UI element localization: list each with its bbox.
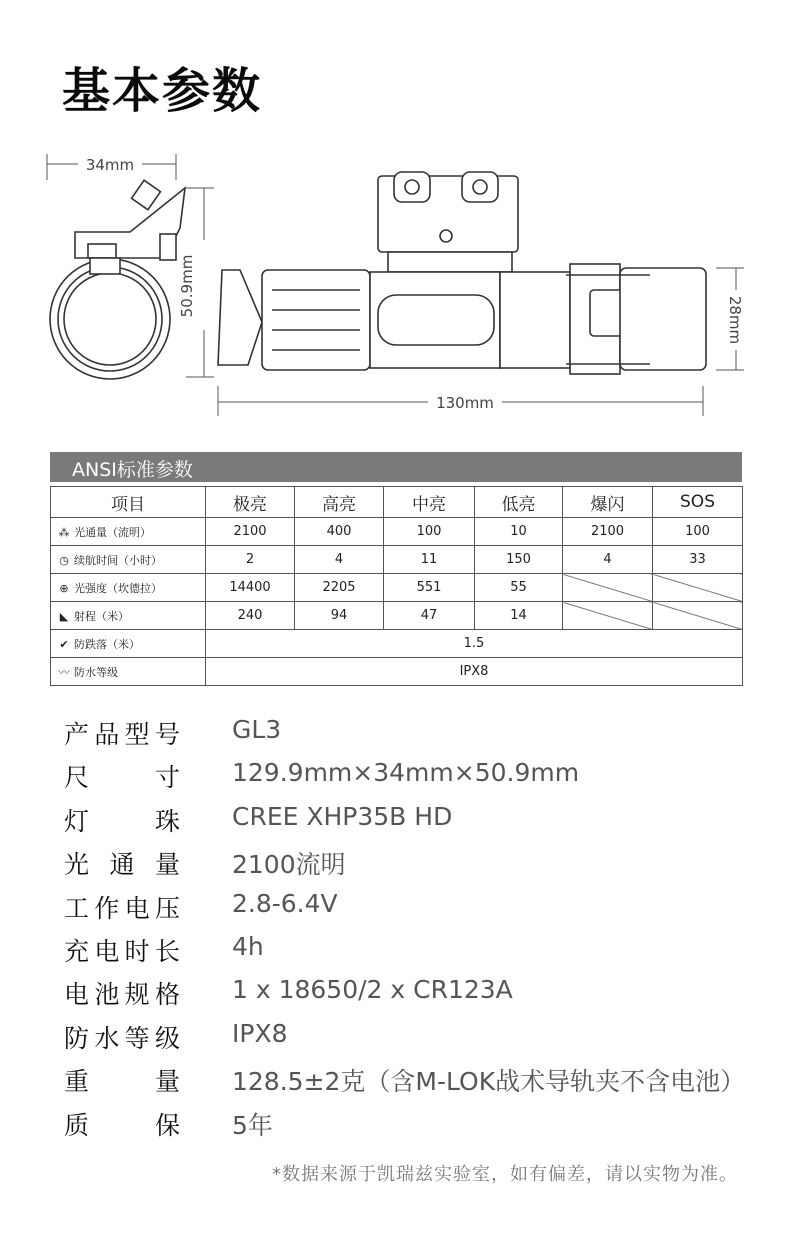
cell: 47 <box>384 602 475 630</box>
param-label: 重 量 <box>64 1067 180 1097</box>
cell: 100 <box>653 518 743 546</box>
cell: 1.5 <box>206 630 743 658</box>
cell: 4 <box>295 546 384 574</box>
param-value: 4h <box>232 931 264 961</box>
cell: 14400 <box>206 574 295 602</box>
param-label: 充 电 时 长 <box>64 936 180 966</box>
col-low: 低亮 <box>475 487 563 518</box>
intensity-icon: ⊕ <box>59 581 69 595</box>
cell: 55 <box>475 574 563 602</box>
row-label: ✔ 防跌落（米） <box>51 630 206 658</box>
length-label: 130mm <box>436 394 494 412</box>
ansi-heading: ANSI标准参数 <box>72 459 193 481</box>
col-turbo: 极亮 <box>206 487 295 518</box>
impact-icon: ✔ <box>59 637 69 651</box>
table-row <box>51 602 743 630</box>
page-title: 基本参数 <box>62 63 263 119</box>
param-value: CREE XHP35B HD <box>232 801 453 831</box>
disclaimer-note: *数据来源于凯瑞兹实验室，如有偏差，请以实物为准。 <box>272 1164 738 1185</box>
param-label: 质 保 <box>64 1110 180 1140</box>
col-sos: SOS <box>653 487 743 518</box>
param-value: 2100流明 <box>232 850 346 880</box>
param-label: 产 品 型 号 <box>64 720 180 749</box>
param-label: 光 通 量 <box>64 850 180 880</box>
cell: 10 <box>475 518 563 546</box>
cell: 100 <box>384 518 475 546</box>
row-label: ⁂ 光通量（流明） <box>51 518 206 546</box>
cell: 2100 <box>563 518 653 546</box>
param-value: 128.5±2克（含M-LOK战术导轨夹不含电池） <box>232 1067 746 1097</box>
cell-not-applicable <box>563 574 653 602</box>
param-label: 尺 寸 <box>64 763 180 793</box>
cell: 240 <box>206 602 295 630</box>
col-mid: 中亮 <box>384 487 475 518</box>
cell: 2100 <box>206 518 295 546</box>
col-strobe: 爆闪 <box>563 487 653 518</box>
table-row <box>51 630 743 658</box>
table-row <box>51 574 743 602</box>
param-value: 2.8-6.4V <box>232 888 338 918</box>
param-label: 防 水 等 级 <box>64 1023 180 1053</box>
ansi-table <box>50 486 743 686</box>
param-value: GL3 <box>232 715 282 744</box>
cell-not-applicable <box>653 574 743 602</box>
param-value: 129.9mm×34mm×50.9mm <box>232 758 580 788</box>
height-label: 50.9mm <box>178 254 196 318</box>
param-label: 工 作 电 压 <box>64 893 180 923</box>
param-value: IPX8 <box>232 1018 288 1048</box>
cell: 94 <box>295 602 384 630</box>
side-view <box>218 172 706 374</box>
row-label: ◣ 射程（米） <box>51 602 206 630</box>
water-icon: 〰 <box>58 665 70 679</box>
param-label: 电 池 规 格 <box>64 980 180 1010</box>
table-row <box>51 658 743 686</box>
col-item: 项目 <box>51 487 206 518</box>
cell: 551 <box>384 574 475 602</box>
flashlight-diagram <box>0 140 790 430</box>
cell: 11 <box>384 546 475 574</box>
cell: 4 <box>563 546 653 574</box>
row-label: ◷ 续航时间（小时） <box>51 546 206 574</box>
lumen-icon: ⁂ <box>58 525 70 539</box>
table-header <box>51 487 743 518</box>
cell: IPX8 <box>206 658 743 686</box>
param-value: 5年 <box>232 1110 273 1140</box>
cell-not-applicable <box>653 602 743 630</box>
row-label: 〰 防水等级 <box>51 658 206 686</box>
ansi-heading-bar <box>50 452 742 482</box>
cell: 2205 <box>295 574 384 602</box>
cell: 150 <box>475 546 563 574</box>
beam-distance-icon: ◣ <box>59 609 69 623</box>
table-row <box>51 518 743 546</box>
cell: 14 <box>475 602 563 630</box>
width-label: 34mm <box>85 156 135 174</box>
param-value: 1 x 18650/2 x CR123A <box>232 975 513 1005</box>
cell: 400 <box>295 518 384 546</box>
cell: 2 <box>206 546 295 574</box>
row-label: ⊕ 光强度（坎德拉） <box>51 574 206 602</box>
front-view <box>50 180 185 379</box>
col-high: 高亮 <box>295 487 384 518</box>
head-label: 28mm <box>726 295 744 345</box>
cell: 33 <box>653 546 743 574</box>
clock-icon: ◷ <box>59 553 69 567</box>
param-label: 灯 珠 <box>64 806 180 836</box>
table-row <box>51 546 743 574</box>
cell-not-applicable <box>563 602 653 630</box>
